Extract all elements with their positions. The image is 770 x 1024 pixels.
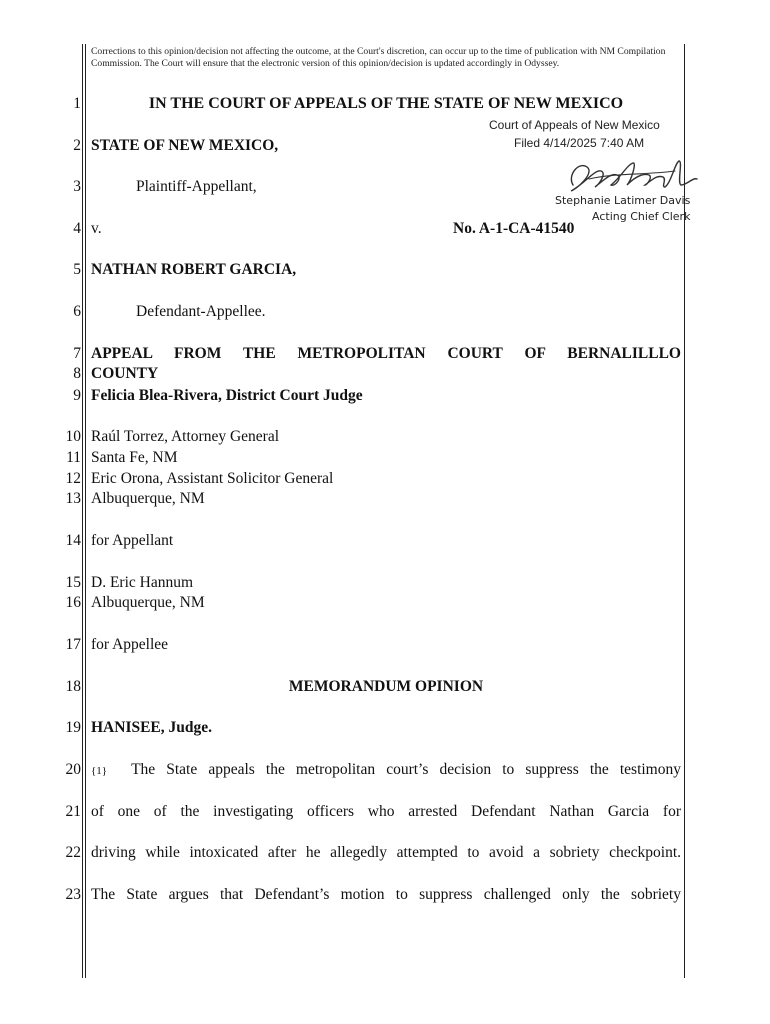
trial-judge: Felicia Blea-Rivera, District Court Judge: [91, 387, 363, 404]
stamp-filed: Filed 4/14/2025 7:40 AM: [514, 136, 645, 150]
counsel-line: D. Eric Hannum: [91, 574, 194, 591]
counsel-line: Santa Fe, NM: [91, 449, 178, 466]
for-appellee: for Appellee: [91, 636, 169, 653]
clerk-signature: [565, 155, 700, 197]
body-line: The State argues that Defendant’s motion to suppress challenged only the sobriety: [91, 886, 681, 903]
line-number: 18: [65, 678, 81, 695]
line-number: 22: [65, 844, 81, 861]
stamp-court: Court of Appeals of New Mexico: [489, 118, 660, 132]
body-line: of one of the investigating officers who arrested Defendant Nathan Garcia for: [91, 803, 681, 820]
defendant-role: Defendant-Appellee.: [136, 303, 266, 320]
left-margin-rule-inner: [85, 44, 86, 978]
line-number: 8: [73, 365, 81, 382]
line-number: 14: [65, 532, 81, 549]
line-number: 23: [65, 886, 81, 903]
left-margin-rule: [82, 44, 83, 978]
line-number: 17: [65, 636, 81, 653]
versus: v.: [91, 220, 102, 237]
line-number: 6: [73, 303, 81, 320]
line-number: 16: [65, 594, 81, 611]
counsel-line: Albuquerque, NM: [91, 594, 205, 611]
for-appellant: for Appellant: [91, 532, 174, 549]
line-number: 21: [65, 803, 81, 820]
line-number: 9: [73, 387, 81, 404]
opinion-author: HANISEE, Judge.: [91, 719, 213, 736]
appeal-line-1: APPEAL FROM THE METROPOLITAN COURT OF BERNALILLLO: [91, 345, 681, 362]
appeal-line-2: COUNTY: [91, 365, 159, 382]
case-number: No. A-1-CA-41540: [453, 220, 575, 237]
line-number: 7: [73, 345, 81, 362]
defendant-name: NATHAN ROBERT GARCIA,: [91, 261, 297, 278]
plaintiff-role: Plaintiff-Appellant,: [136, 178, 257, 195]
line-number: 20: [65, 761, 81, 778]
line-number: 5: [73, 261, 81, 278]
line-number: 19: [65, 719, 81, 736]
line-number: 10: [65, 428, 81, 445]
corrections-notice: Corrections to this opinion/decision not affecting the outcome, at the Court's discretion, can occur up to the time of publication with NM Compilation Commission. The Court will ensure that the electronic version of this opinion/decision is updated accordingly in Odyssey.: [91, 46, 666, 69]
court-title: IN THE COURT OF APPEALS OF THE STATE OF NEW MEXICO: [148, 95, 624, 112]
line-number: 2: [73, 137, 81, 154]
counsel-line: Raúl Torrez, Attorney General: [91, 428, 280, 445]
line-number: 12: [65, 470, 81, 487]
line-number: 15: [65, 574, 81, 591]
paragraph-number: {1}: [91, 765, 108, 777]
line-number: 3: [73, 178, 81, 195]
line-number: 4: [73, 220, 81, 237]
body-line: [91, 760, 681, 781]
counsel-line: Albuquerque, NM: [91, 490, 205, 507]
counsel-line: Eric Orona, Assistant Solicitor General: [91, 470, 334, 487]
body-line: driving while intoxicated after he allegedly attempted to avoid a sobriety checkpoint.: [91, 844, 681, 861]
line-number: 13: [65, 490, 81, 507]
opinion-heading: MEMORANDUM OPINION: [288, 678, 484, 695]
body-line-text: The State appeals the metropolitan court’s decision to suppress the testimony: [131, 761, 681, 778]
line-number: 1: [73, 95, 81, 112]
stamp-clerk-title: Acting Chief Clerk: [592, 210, 691, 223]
line-number: 11: [66, 449, 81, 466]
plaintiff-name: STATE OF NEW MEXICO,: [91, 137, 279, 154]
stamp-clerk-name: Stephanie Latimer Davis: [555, 194, 691, 207]
